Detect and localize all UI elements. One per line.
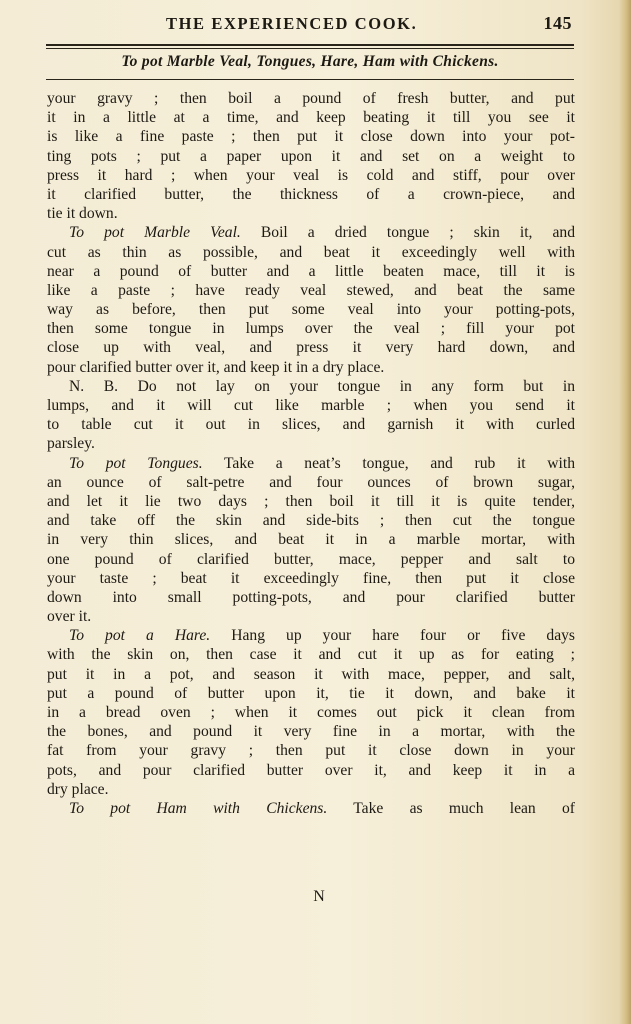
text-line xyxy=(47,185,575,204)
text-line xyxy=(47,550,575,569)
line-text: the bones, and pound it very fine in a mortar, with the xyxy=(47,723,575,741)
text-line xyxy=(47,722,575,741)
text-line xyxy=(47,665,575,684)
text-line xyxy=(47,127,575,146)
text-line xyxy=(47,108,575,127)
text-line xyxy=(47,645,575,664)
line-text: press it hard ; when your veal is cold and stiff, pour over xyxy=(47,166,575,184)
line-text: in a bread oven ; when it comes out pick it clean from xyxy=(47,704,575,721)
line-text: Boil a dried tongue ; skin it, and xyxy=(240,224,576,242)
line-text: Take a neat’s tongue, and rub it with xyxy=(202,454,576,472)
recipe-title: To pot Marble Veal. xyxy=(69,224,241,242)
subject-line: To pot Marble Veal, Tongues, Hare, Ham with Chickens. xyxy=(121,53,499,70)
body-text xyxy=(47,89,575,818)
line-text: over it. xyxy=(47,608,92,626)
line-text: down into small potting-pots, and pour clarified butter xyxy=(47,588,575,606)
line-text: way as before, then put some veal into your potting-pots, xyxy=(47,301,575,319)
line-text: an ounce of salt-petre and four ounces of brown sugar, xyxy=(47,473,575,491)
recipe-title: To pot Tongues. xyxy=(69,454,203,472)
line-text: pour clarified butter over it, and keep it in a dry place. xyxy=(47,358,385,376)
text-line xyxy=(47,511,575,530)
text-line xyxy=(47,377,575,396)
text-line xyxy=(47,396,575,415)
text-line xyxy=(47,166,575,185)
recipe-title: To pot Ham with Chickens. xyxy=(69,799,328,817)
line-text: near a pound of butter and a little beaten mace, till it is xyxy=(47,262,575,280)
text-line xyxy=(47,703,575,722)
line-text: Hang up your hare four or five days xyxy=(210,627,575,645)
header-rule xyxy=(46,44,574,46)
text-line xyxy=(47,338,575,357)
text-line xyxy=(47,415,575,434)
text-line xyxy=(47,281,575,300)
text-line xyxy=(47,626,575,645)
line-text: is like a fine paste ; then put it close down into your pot- xyxy=(47,128,575,146)
line-text: your gravy ; then boil a pound of fresh butter, and put xyxy=(47,90,575,107)
text-line xyxy=(47,147,575,166)
line-text: tie it down. xyxy=(47,205,118,223)
line-text: put it in a pot, and season it with mace, pepper, and salt, xyxy=(47,665,575,683)
line-text: N. B. Do not lay on your tongue in any form but in xyxy=(69,377,575,395)
text-line xyxy=(47,473,575,492)
line-text: and let it lie two days ; then boil it till it is quite tender, xyxy=(47,492,575,510)
line-text: put a pound of butter upon it, tie it down, and bake it xyxy=(47,684,575,702)
text-line xyxy=(47,319,575,338)
line-text: your taste ; beat it exceedingly fine, then put it close xyxy=(47,569,575,587)
text-line xyxy=(47,434,575,453)
text-line xyxy=(47,454,575,473)
text-line xyxy=(47,761,575,780)
line-text: lumps, and it will cut like marble ; when you send it xyxy=(47,397,575,414)
text-line xyxy=(47,530,575,549)
line-text: and take off the skin and side-bits ; then cut the tongue xyxy=(47,512,575,530)
page-edge-shadow xyxy=(619,0,631,1024)
text-line xyxy=(47,358,575,377)
line-text: dry place. xyxy=(47,780,109,798)
text-line xyxy=(47,300,575,319)
line-text: pots, and pour clarified butter over it, and keep it in a xyxy=(47,761,575,779)
line-text: it in a little at a time, and keep beating it till you see it xyxy=(47,109,575,127)
line-text: with the skin on, then case it and cut it up as for eating ; xyxy=(47,646,575,664)
line-text: ting pots ; put a paper upon it and set on a weight to xyxy=(47,147,575,165)
subject-rule xyxy=(46,79,574,80)
text-line xyxy=(47,204,575,223)
text-line xyxy=(47,780,575,799)
line-text: one pound of clarified butter, mace, pepper and salt to xyxy=(47,550,575,568)
text-line xyxy=(47,799,575,818)
line-text: parsley. xyxy=(47,435,95,453)
text-line xyxy=(47,607,575,626)
line-text: Take as much lean of xyxy=(327,799,575,817)
line-text: to table cut it out in slices, and garnish it with curled xyxy=(47,416,575,434)
line-text: like a paste ; have ready veal stewed, and beat the same xyxy=(47,281,575,299)
text-line xyxy=(47,262,575,281)
running-head: THE EXPERIENCED COOK. xyxy=(166,14,418,33)
line-text: close up with veal, and press it very hard down, and xyxy=(47,339,575,357)
text-line xyxy=(47,492,575,511)
text-line xyxy=(47,243,575,262)
text-line xyxy=(47,569,575,588)
text-line xyxy=(47,588,575,607)
line-text: then some tongue in lumps over the veal ; fill your pot xyxy=(47,320,575,338)
recipe-title: To pot a Hare. xyxy=(69,627,211,645)
line-text: it clarified butter, the thickness of a crown-piece, and xyxy=(47,185,575,203)
line-text: fat from your gravy ; then put it close down in your xyxy=(47,742,575,760)
page-number: 145 xyxy=(543,13,572,33)
text-line xyxy=(47,89,575,108)
text-line xyxy=(47,684,575,703)
text-line xyxy=(47,741,575,760)
line-text: in very thin slices, and beat it in a marble mortar, with xyxy=(47,531,575,549)
page-header xyxy=(46,14,574,36)
line-text: cut as thin as possible, and beat it exceedingly well with xyxy=(47,243,575,261)
text-line xyxy=(47,223,575,242)
header-rule-thin xyxy=(46,48,574,49)
signature-mark: N xyxy=(313,888,326,905)
